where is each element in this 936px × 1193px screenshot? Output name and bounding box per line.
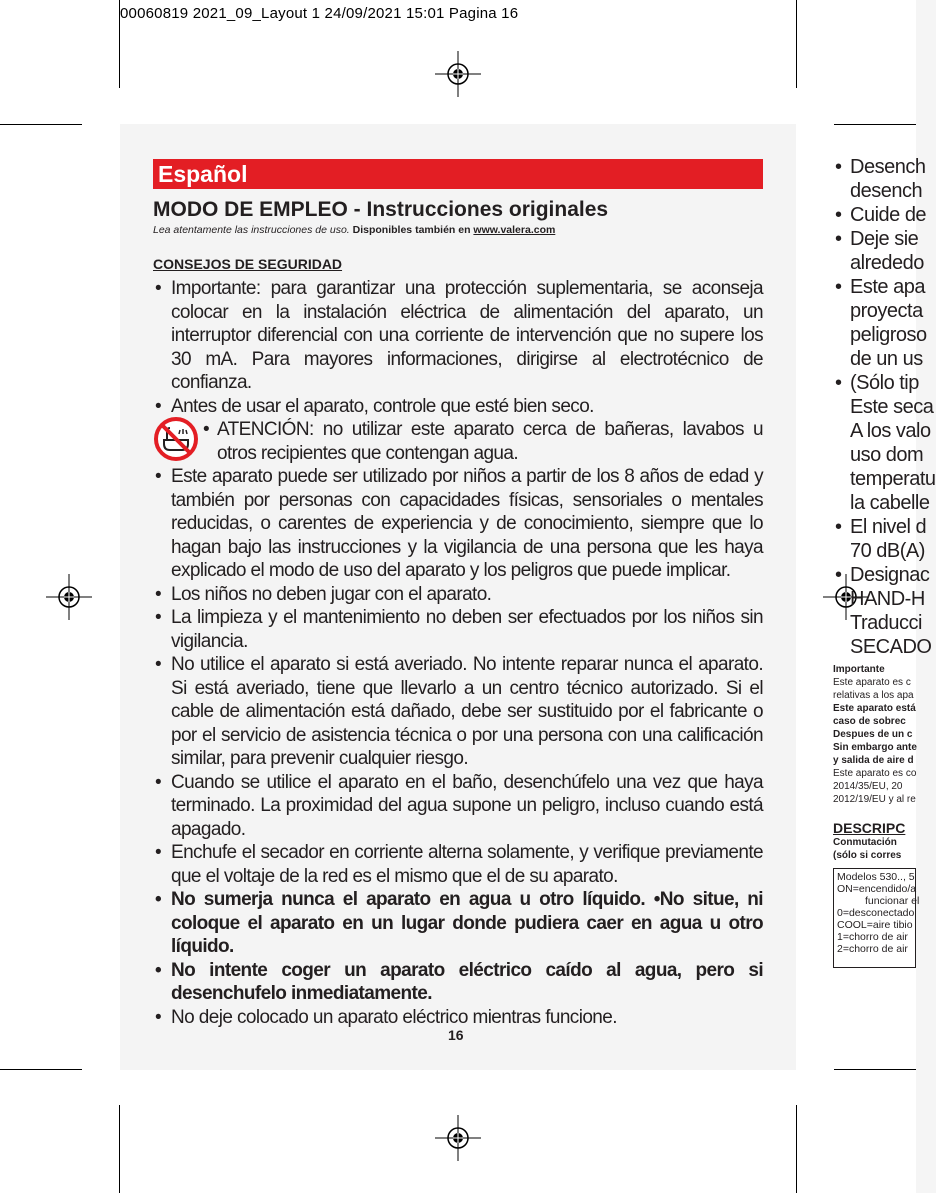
list-item: • Cuando se utilice el aparato en el baño, desenchúfelo una vez que haya terminado. La proximidad del agua supone un peligro, incluso cuando está apagado.: [153, 771, 763, 842]
right-column: [833, 155, 936, 1015]
right-column-bullets: [833, 155, 936, 659]
language-bar: Español: [153, 159, 763, 189]
right-list-item: [833, 563, 932, 659]
crop-mark: [834, 124, 916, 125]
description-heading: DESCRIPC: [833, 820, 906, 836]
note-line: relativas a los apa: [833, 690, 914, 701]
crop-mark: [834, 1069, 916, 1070]
right-list-line: uso dom: [850, 444, 924, 466]
note-line: caso de sobrec: [833, 716, 906, 727]
list-item: • No utilice el aparato si está averiado. No intente reparar nunca el aparato. Si está averiado, tiene que llevarlo a un centro técnico autorizado. Si el cable de alimentación está dañado, debe ser sustituido por el fabricante o por el servicio de asistencia técnica o por una persona con una calificación similar, para prevenir cualquier riesgo.: [153, 653, 763, 771]
right-list-line: Traducci: [850, 612, 922, 634]
right-list-line: SECADO: [850, 636, 932, 658]
right-list-item: [833, 371, 936, 515]
crop-mark: [0, 1069, 82, 1070]
right-list-line: Este apa: [850, 276, 925, 298]
bullet: •: [835, 516, 842, 538]
models-box: [833, 868, 920, 968]
right-list-item: [833, 227, 924, 275]
registration-mark-icon: [46, 574, 92, 620]
main-column: [153, 159, 763, 1029]
page-title: MODO DE EMPLEO - Instrucciones originales: [153, 198, 609, 221]
bullet: •: [835, 228, 842, 250]
box-line: 2=chorro de air: [837, 943, 908, 955]
right-list-item: [833, 155, 926, 203]
website-link[interactable]: www.valera.com: [473, 224, 556, 236]
importante-heading: Importante: [833, 664, 885, 675]
list-item: • Enchufe el secador en corriente alterna solamente, y verifique previamente que el voltaje de la red es el mismo que el de su aparato.: [153, 841, 763, 888]
no-bathtub-icon: [153, 416, 199, 462]
right-list-line: Cuide de: [850, 204, 927, 226]
right-list-line: desench: [850, 180, 923, 202]
warning-text: ATENCIÓN: no utilizar este aparato cerca de bañeras, lavabos u otros recipientes que contengan agua.: [217, 419, 763, 464]
list-item: • La limpieza y el mantenimiento no deben ser efectuados por los niños sin vigilancia.: [153, 606, 763, 653]
note-line: Este aparato es c: [833, 677, 911, 688]
right-list-line: peligroso: [850, 324, 927, 346]
list-item: • Importante: para garantizar una protección suplementaria, se aconseja colocar en la instalación eléctrica de alimentación del aparato, un interruptor diferencial con una corriente de intervención que no supere los 30 mA. Para mayores informaciones, dirigirse al electrotécnico de confianza.: [153, 277, 763, 395]
right-list-line: (Sólo tip: [850, 372, 919, 394]
bullet: •: [835, 156, 842, 178]
list-item: • Los niños no deben jugar con el aparato.: [153, 583, 763, 607]
page-number: 16: [448, 1027, 464, 1043]
note-line: 2012/19/EU y al re: [833, 794, 916, 805]
right-list-line: HAND-H: [850, 588, 925, 610]
description-sub: (sólo si corres: [833, 850, 902, 861]
crop-mark: [0, 124, 82, 125]
crop-mark: [119, 0, 120, 88]
bullet: •: [835, 204, 842, 226]
box-line: COOL=aire tibio: [837, 919, 913, 931]
box-line: funcionar el: [865, 895, 920, 907]
right-list-item: [833, 515, 927, 563]
box-line: Modelos 530.., 5: [837, 871, 915, 883]
crop-mark: [119, 1105, 120, 1193]
box-line: ON=encendido/a: [837, 883, 917, 895]
right-list-line: Este seca: [850, 396, 934, 418]
list-item: • No sumerja nunca el aparato en agua u otro líquido. •No situe, ni coloque el aparato en un lugar donde pudiera caer en agua u otro líquido.: [153, 888, 763, 959]
right-list-line: Designac: [850, 564, 930, 586]
list-item: • No intente coger un aparato eléctrico caído al agua, pero si desenchufelo inmediatamente.: [153, 959, 763, 1006]
bullet: •: [835, 372, 842, 394]
right-list-line: El nivel d: [850, 516, 927, 538]
section-heading: CONSEJOS DE SEGURIDAD: [153, 256, 343, 272]
subtitle: [153, 223, 763, 237]
right-list-item: [833, 275, 927, 371]
note-line: y salida de aire d: [833, 755, 914, 766]
list-item-warning: [153, 418, 763, 465]
right-list-line: la cabelle: [850, 492, 930, 514]
crop-mark: [796, 0, 797, 88]
right-list-line: Desench: [850, 156, 926, 178]
subtitle-italic: Lea atentamente las instrucciones de uso.: [153, 224, 350, 236]
box-line: 0=desconectado: [837, 907, 915, 919]
note-line: 2014/35/EU, 20: [833, 781, 903, 792]
note-line: Sin embargo ante: [833, 742, 917, 753]
right-list-line: A los valo: [850, 420, 931, 442]
right-list-line: de un us: [850, 348, 923, 370]
safety-list: [153, 277, 763, 1029]
bullet: •: [835, 276, 842, 298]
list-item: • Este aparato puede ser utilizado por niños a partir de los 8 años de edad y también por personas con capacidades físicas, sensoriales o mentales reducidas, o carentes de experiencia y de conocimiento, siempre que lo hagan bajo las instrucciones y la vigilancia de una persona que les haya explicado el modo de uso del aparato y los peligros que puede implicar.: [153, 465, 763, 583]
box-line: 1=chorro de air: [837, 931, 908, 943]
list-item: • No deje colocado un aparato eléctrico mientras funcione.: [153, 1006, 763, 1030]
note-line: Este aparato es co: [833, 768, 917, 779]
registration-mark-icon: [435, 1115, 481, 1161]
right-list-line: Deje sie: [850, 228, 919, 250]
right-column-notes: [833, 676, 916, 806]
crop-mark: [796, 1105, 797, 1193]
registration-mark-icon: [435, 51, 481, 97]
right-list-line: proyecta: [850, 300, 923, 322]
description-sub: Conmutación: [833, 837, 897, 848]
note-line: Este aparato está: [833, 703, 916, 714]
subtitle-bold: Disponibles también en: [352, 224, 471, 236]
print-slug: 00060819 2021_09_Layout 1 24/09/2021 15:01 Pagina 16: [120, 5, 519, 22]
right-list-line: temperatu: [850, 468, 936, 490]
note-line: Despues de un c: [833, 729, 913, 740]
bullet: •: [835, 564, 842, 586]
right-list-line: alrededo: [850, 252, 924, 274]
right-list-item: [833, 203, 927, 227]
right-list-line: 70 dB(A): [850, 540, 925, 562]
list-item: • Antes de usar el aparato, controle que esté bien seco.: [153, 395, 763, 419]
